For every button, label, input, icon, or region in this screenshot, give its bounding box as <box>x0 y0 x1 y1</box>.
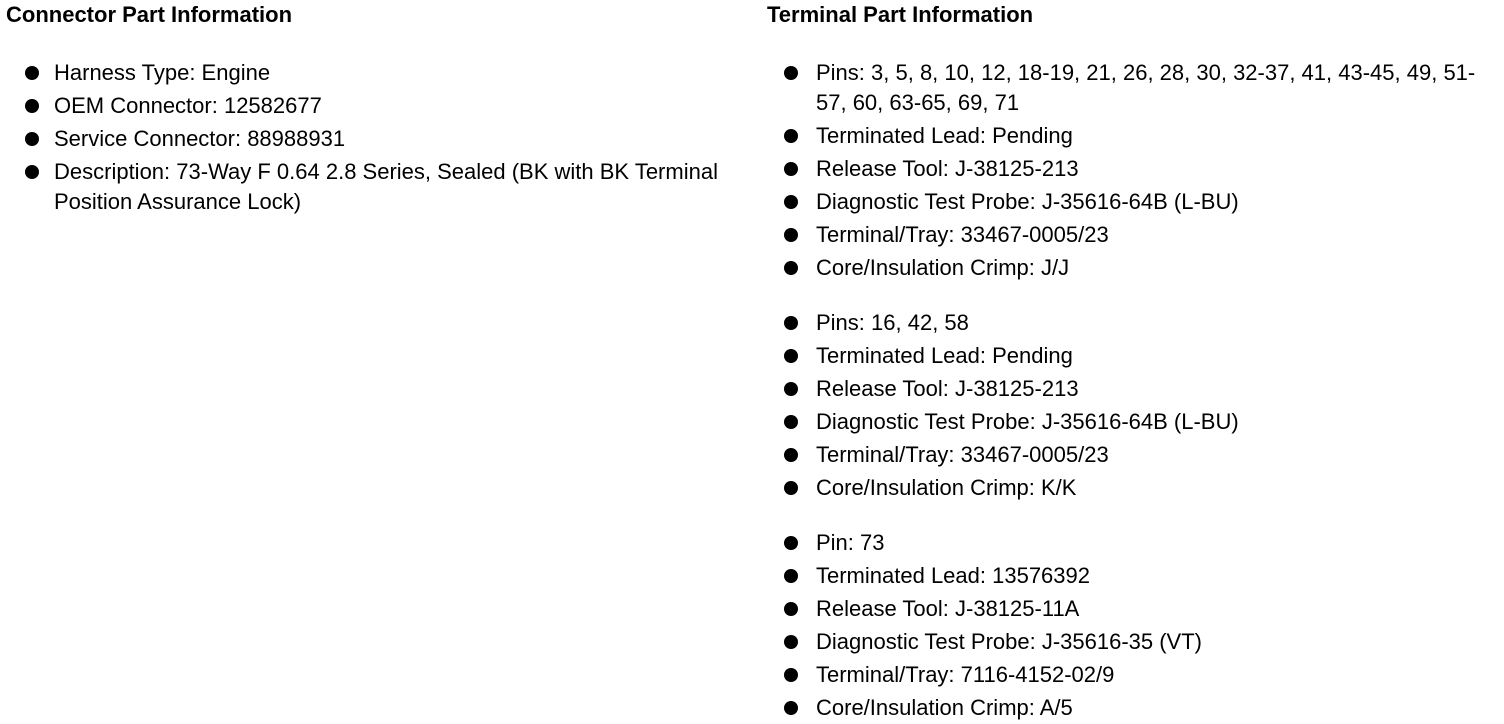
bullet-icon <box>784 668 798 682</box>
item-text: Harness Type: Engine <box>54 60 271 85</box>
bullet-icon <box>784 228 798 242</box>
item-text: Core/Insulation Crimp: A/5 <box>816 695 1073 720</box>
item-text: Core/Insulation Crimp: K/K <box>816 475 1077 500</box>
bullet-icon <box>784 129 798 143</box>
item-text: Diagnostic Test Probe: J-35616-35 (VT) <box>816 629 1202 654</box>
item-text: Diagnostic Test Probe: J-35616-64B (L-BU) <box>816 409 1239 434</box>
list-item <box>767 56 1496 119</box>
list-item <box>767 658 1497 691</box>
bullet-icon <box>784 162 798 176</box>
list-item <box>767 405 1497 438</box>
item-text: Description: 73-Way F 0.64 2.8 Series, Sealed (BK with BK Terminal Position Assurance Lock) <box>54 159 718 214</box>
item-text: Release Tool: J-38125-213 <box>816 376 1079 401</box>
item-text: Pins: 3, 5, 8, 10, 12, 18-19, 21, 26, 28, 30, 32-37, 41, 43-45, 49, 51-57, 60, 63-65, 69, 71 <box>816 60 1476 115</box>
list-item <box>767 691 1497 724</box>
connector-list <box>6 56 746 218</box>
list-item <box>767 339 1497 372</box>
bullet-icon <box>784 635 798 649</box>
item-text: OEM Connector: 12582677 <box>54 93 322 118</box>
item-text: Terminated Lead: Pending <box>816 123 1073 148</box>
connector-heading: Connector Part Information <box>6 2 293 27</box>
list-item <box>6 56 746 89</box>
connector-section <box>6 0 746 218</box>
list-item <box>767 438 1497 471</box>
list-item <box>767 625 1497 658</box>
list-item <box>767 185 1497 218</box>
item-text: Pin: 73 <box>816 530 885 555</box>
terminal-group-1 <box>767 56 1497 284</box>
item-text: Release Tool: J-38125-11A <box>816 596 1080 621</box>
list-item <box>767 152 1497 185</box>
bullet-icon <box>784 569 798 583</box>
bullet-icon <box>784 316 798 330</box>
bullet-icon <box>25 132 39 146</box>
bullet-icon <box>25 99 39 113</box>
bullet-icon <box>784 382 798 396</box>
item-text: Release Tool: J-38125-213 <box>816 156 1079 181</box>
bullet-icon <box>784 349 798 363</box>
list-item <box>6 122 746 155</box>
list-item <box>767 218 1497 251</box>
bullet-icon <box>784 481 798 495</box>
bullet-icon <box>784 602 798 616</box>
terminal-group-2 <box>767 306 1497 504</box>
item-text: Terminal/Tray: 33467-0005/23 <box>816 442 1109 467</box>
item-text: Terminal/Tray: 33467-0005/23 <box>816 222 1109 247</box>
bullet-icon <box>784 448 798 462</box>
terminal-group-3 <box>767 526 1497 724</box>
item-text: Terminal/Tray: 7116-4152-02/9 <box>816 662 1115 687</box>
bullet-icon <box>25 66 39 80</box>
terminal-heading: Terminal Part Information <box>767 2 1034 27</box>
list-item <box>767 526 1497 559</box>
list-item <box>6 89 746 122</box>
item-text: Pins: 16, 42, 58 <box>816 310 969 335</box>
bullet-icon <box>784 701 798 715</box>
terminal-section <box>767 0 1497 724</box>
item-text: Terminated Lead: 13576392 <box>816 563 1090 588</box>
item-text: Service Connector: 88988931 <box>54 126 346 151</box>
list-item <box>767 119 1497 152</box>
bullet-icon <box>25 165 39 179</box>
bullet-icon <box>784 66 798 80</box>
list-item <box>767 592 1497 625</box>
list-item <box>6 155 734 218</box>
bullet-icon <box>784 415 798 429</box>
bullet-icon <box>784 195 798 209</box>
item-text: Terminated Lead: Pending <box>816 343 1073 368</box>
item-text: Core/Insulation Crimp: J/J <box>816 255 1070 280</box>
bullet-icon <box>784 261 798 275</box>
list-item <box>767 559 1497 592</box>
list-item <box>767 251 1497 284</box>
item-text: Diagnostic Test Probe: J-35616-64B (L-BU) <box>816 189 1239 214</box>
list-item <box>767 372 1497 405</box>
list-item <box>767 471 1497 504</box>
list-item <box>767 306 1497 339</box>
bullet-icon <box>784 536 798 550</box>
